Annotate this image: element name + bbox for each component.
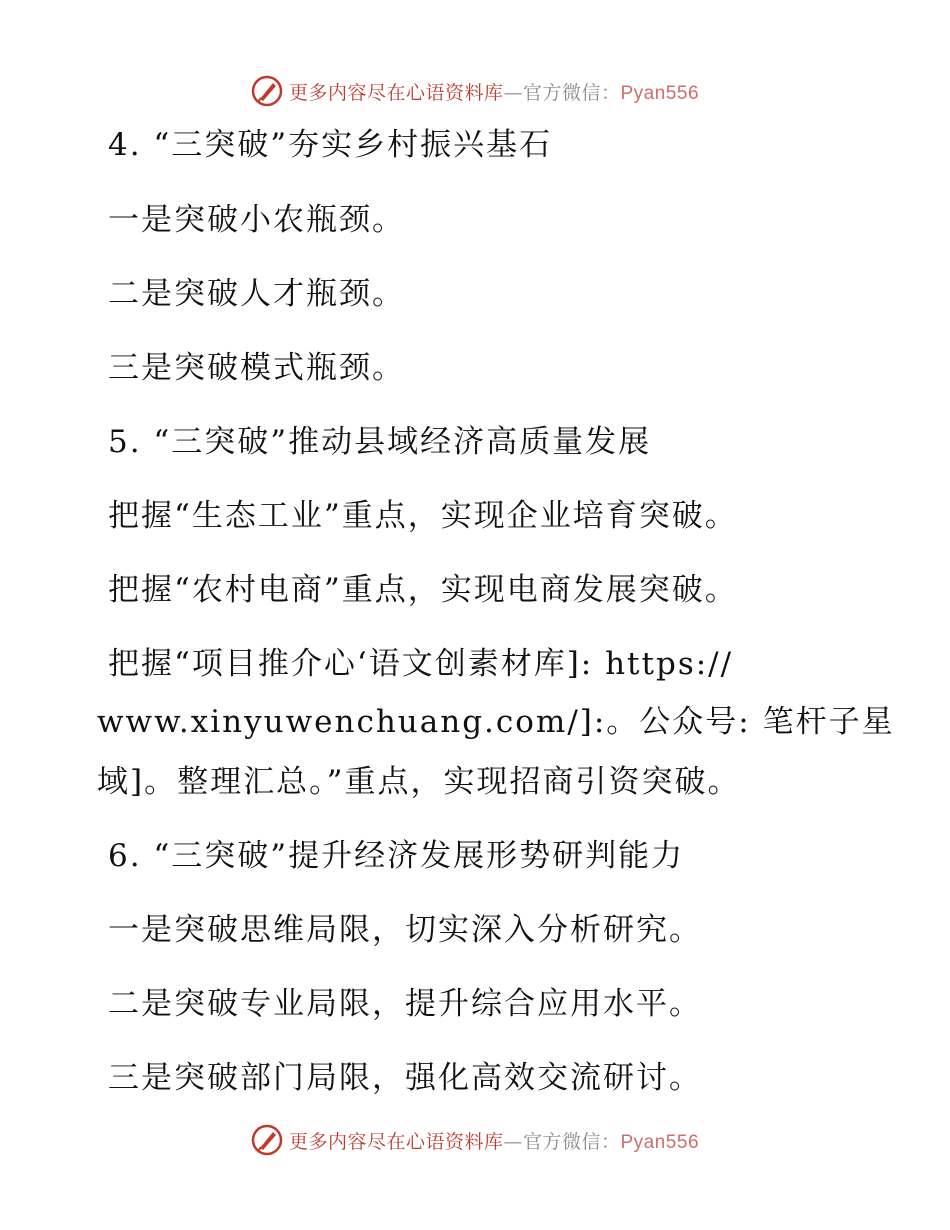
paragraph-line: 把握“生态工业”重点，实现企业培育突破。 (108, 498, 738, 534)
section-heading-6: 6. “三突破”提升经济发展形势研判能力 (108, 838, 685, 874)
paragraph-line: 三是突破模式瓶颈。 (108, 350, 405, 386)
paragraph-line: 把握“项目推介心‘语文创素材库]: https:// (108, 646, 734, 682)
section-heading-5: 5. “三突破”推动县域经济高质量发展 (108, 424, 652, 460)
quill-pen-logo-icon (251, 1124, 283, 1156)
quill-pen-logo-icon (251, 75, 283, 107)
watermark-main: 更多内容尽在心语资料库 (288, 81, 504, 104)
paragraph-line: www.xinyuwenchuang.com/]:。公众号: 笔杆子星 (97, 704, 895, 740)
watermark-text (289, 1127, 699, 1154)
paragraph-line: 一是突破小农瓶颈。 (108, 202, 405, 238)
watermark-text (289, 78, 699, 105)
watermark-separator: — (503, 1130, 523, 1153)
paragraph-line: 域]。整理汇总。”重点，实现招商引资突破。 (97, 764, 741, 800)
header-watermark (0, 71, 950, 111)
watermark-handle: Pyan556 (620, 1131, 700, 1153)
watermark-separator: — (503, 81, 523, 104)
watermark-handle: Pyan556 (620, 82, 700, 104)
paragraph-line: 二是突破专业局限，提升综合应用水平。 (108, 986, 702, 1022)
paragraph-line: 二是突破人才瓶颈。 (108, 276, 405, 312)
paragraph-line: 把握“农村电商”重点，实现电商发展突破。 (108, 572, 738, 608)
section-heading-4: 4. “三突破”夯实乡村振兴基石 (108, 127, 553, 163)
footer-watermark (0, 1120, 950, 1160)
paragraph-line: 一是突破思维局限，切实深入分析研究。 (108, 912, 702, 948)
watermark-main: 更多内容尽在心语资料库 (288, 1130, 504, 1153)
paragraph-line: 三是突破部门局限，强化高效交流研讨。 (108, 1060, 702, 1096)
watermark-contact-label: 官方微信： (522, 81, 621, 104)
watermark-contact-label: 官方微信： (522, 1130, 621, 1153)
